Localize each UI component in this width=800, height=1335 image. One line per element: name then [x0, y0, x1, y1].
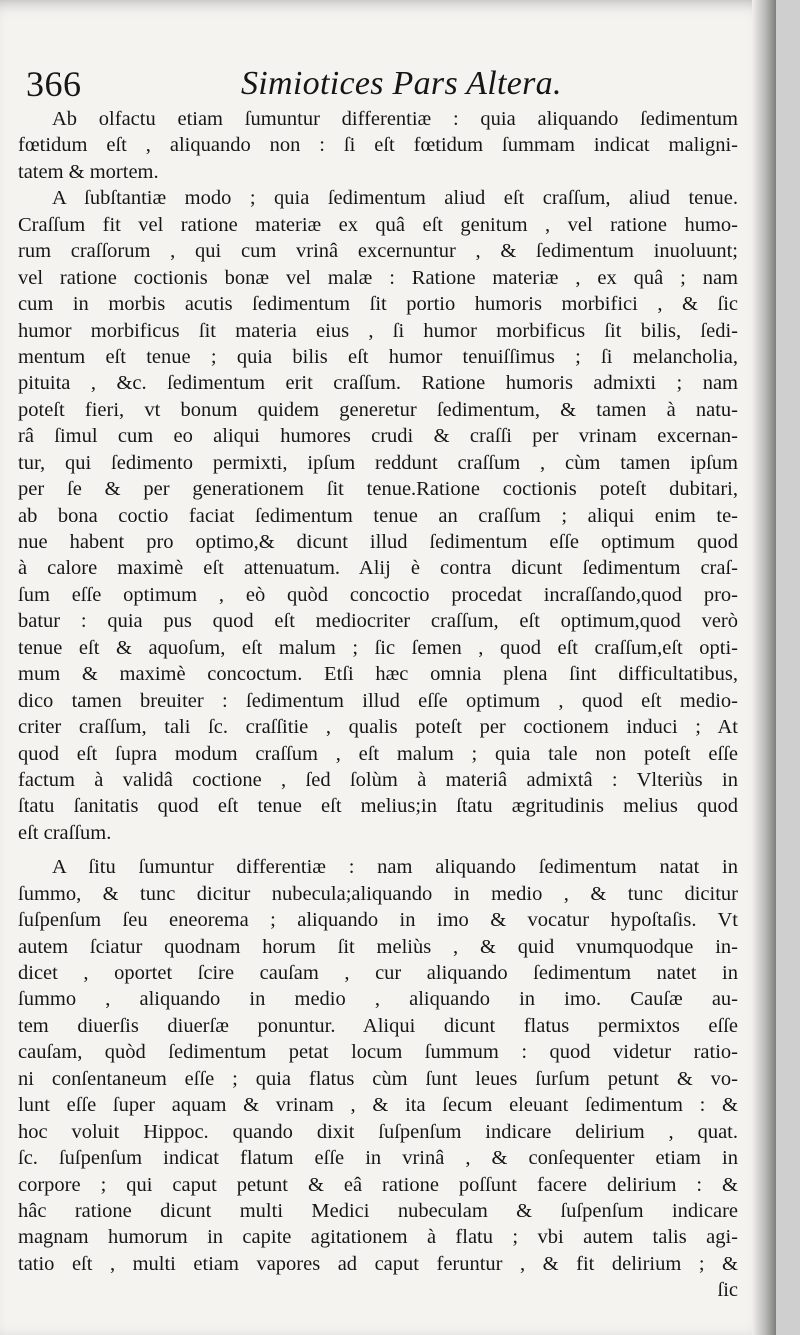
text-line: eſt craſſum. — [18, 821, 112, 844]
page-header — [26, 62, 746, 112]
text-line: nue habent pro optimo,& dicunt illud ſedimentum eſſe optimum quod — [18, 531, 738, 553]
text-line: hâc ratione dicunt multi Medici nubeculam & ſuſpenſum indicare — [18, 1199, 738, 1222]
text-line: cum in morbis acutis ſedimentum ſit portio humoris morbifici , & ſic — [18, 293, 738, 316]
text-line: corpore ; qui caput petunt & eâ ratione poſſunt facere delirium : & — [18, 1173, 738, 1196]
text-line: tatem & mortem. — [18, 160, 159, 183]
paragraph-olfactu — [18, 106, 738, 185]
page-number: 366 — [26, 64, 82, 104]
text-line: hoc voluit Hippoc. quando dixit ſuſpenſum indicare delirium , quat. — [18, 1120, 738, 1143]
text-line: poteſt fieri, vt bonum quidem generetur ſedimentum, & tamen à natu- — [18, 398, 738, 421]
page-edge-shadow — [752, 0, 776, 1335]
text-line: ni conſentaneum eſſe ; quia flatus cùm ſunt leues ſurſum petunt & vo- — [18, 1067, 738, 1090]
text-line: dico tamen breuiter : ſedimentum illud eſſe optimum , quod eſt medio- — [18, 689, 738, 712]
text-line: autem ſciatur quodnam horum ſit meliùs , & quid vnumquodque in- — [18, 935, 738, 958]
text-line: tur, qui ſedimento permixti, ipſum reddunt craſſum , cùm tamen ipſum — [18, 451, 738, 474]
text-line: ſc. ſuſpenſum indicat flatum eſſe in vrinâ , & conſequenter etiam in — [18, 1147, 738, 1170]
text-line: ſummo , aliquando in medio , aliquando in imo. Cauſæ au- — [18, 988, 738, 1011]
text-line: magnam humorum in capite agitationem à flatu ; vbi autem talis agi- — [18, 1226, 738, 1249]
text-line: tatio eſt , multi etiam vapores ad caput feruntur , & fit delirium ; & — [18, 1252, 738, 1275]
text-line: râ ſimul cum eo aliqui humores crudi & craſſi per vrinam excernan- — [18, 425, 738, 448]
text-line: vel ratione coctionis bonæ vel malæ : Ratione materiæ , ex quâ ; nam — [18, 266, 738, 289]
text-line: fœtidum eſt , aliquando non : ſi eſt fœtidum ſummam indicat maligni- — [18, 134, 738, 157]
text-line: ſum eſſe optimum , eò quòd concoctio procedat incraſſando,quod pro- — [18, 583, 738, 606]
text-line: A ſubſtantiæ modo ; quia ſedimentum aliud eſt craſſum, aliud tenue. — [52, 187, 738, 210]
text-line: quod eſt ſupra modum craſſum , eſt malum ; quia tale non poteſt eſſe — [18, 742, 738, 765]
text-line: ab bona coctio faciat ſedimentum tenue an craſſum ; aliqui enim te- — [18, 504, 738, 527]
text-line: ſtatu ſanitatis quod eſt tenue eſt melius;in ſtatu ægritudinis melius quod — [18, 795, 738, 818]
text-line: humor morbificus ſit materia eius , ſi humor morbificus ſit bilis, ſedi- — [18, 319, 738, 342]
running-head: Simiotices Pars Altera. — [241, 65, 562, 102]
text-line: cauſam, quòd ſedimentum petat locum ſummum : quod videtur ratio- — [18, 1041, 738, 1064]
text-line: batur : quia pus quod eſt mediocriter craſſum, eſt optimum,quod verò — [18, 610, 738, 633]
paragraph-situ — [18, 854, 738, 1277]
text-line: pituita , &c. ſedimentum erit craſſum. Ratione humoris admixti ; nam — [18, 372, 738, 395]
text-line: factum à validâ coctione , ſed ſolùm à materiâ admixtâ : Vlteriùs in — [18, 768, 738, 791]
text-line: lunt eſſe ſuper aquam & vrinam , & ita ſecum eleuant ſedimentum : & — [18, 1094, 738, 1117]
text-line: tem diuerſis diuerſæ ponuntur. Aliqui dicunt flatus permixtos eſſe — [18, 1014, 738, 1037]
text-line: mum & maximè concoctum. Etſi hæc omnia plena ſint difficultatibus, — [18, 663, 738, 686]
text-line: A ſitu ſumuntur differentiæ : nam aliquando ſedimentum natat in — [52, 856, 738, 879]
text-line: Craſſum fit vel ratione materiæ ex quâ eſt genitum , vel ratione humo- — [18, 213, 738, 236]
text-line: mentum eſt tenue ; quia bilis eſt humor tenuiſſimus ; ſi melancholia, — [18, 345, 738, 368]
text-line: per ſe & per generationem ſit tenue.Ratione coctionis poteſt dubitari, — [18, 478, 738, 501]
catchword: ſic — [717, 1279, 738, 1302]
text-line: à calore maximè eſt attenuatum. Alij è contra dicunt ſedimentum craſ- — [18, 557, 738, 580]
text-line: ſuſpenſum ſeu eneorema ; aliquando in imo & vocatur hypoſtaſis. Vt — [18, 909, 738, 932]
text-line: rum craſſorum , qui cum vrinâ excernuntur , & ſedimentum inuoluunt; — [18, 240, 738, 263]
paragraph-substantia — [18, 185, 738, 846]
body-text — [18, 106, 738, 1304]
text-line: tenue eſt & aquoſum, eſt malum ; ſic ſemen , quod eſt craſſum,eſt opti- — [18, 636, 738, 659]
text-line: dicet , oportet ſcire cauſam , cur aliquando ſedimentum natet in — [18, 962, 738, 984]
text-line: criter craſſum, tali ſc. craſſitie , qualis poteſt per coctionem induci ; At — [18, 716, 738, 739]
text-line: ſummo, & tunc dicitur nubecula;aliquando in medio , & tunc dicitur — [18, 882, 738, 905]
text-line: Ab olfactu etiam ſumuntur differentiæ : quia aliquando ſedimentum — [52, 108, 738, 130]
